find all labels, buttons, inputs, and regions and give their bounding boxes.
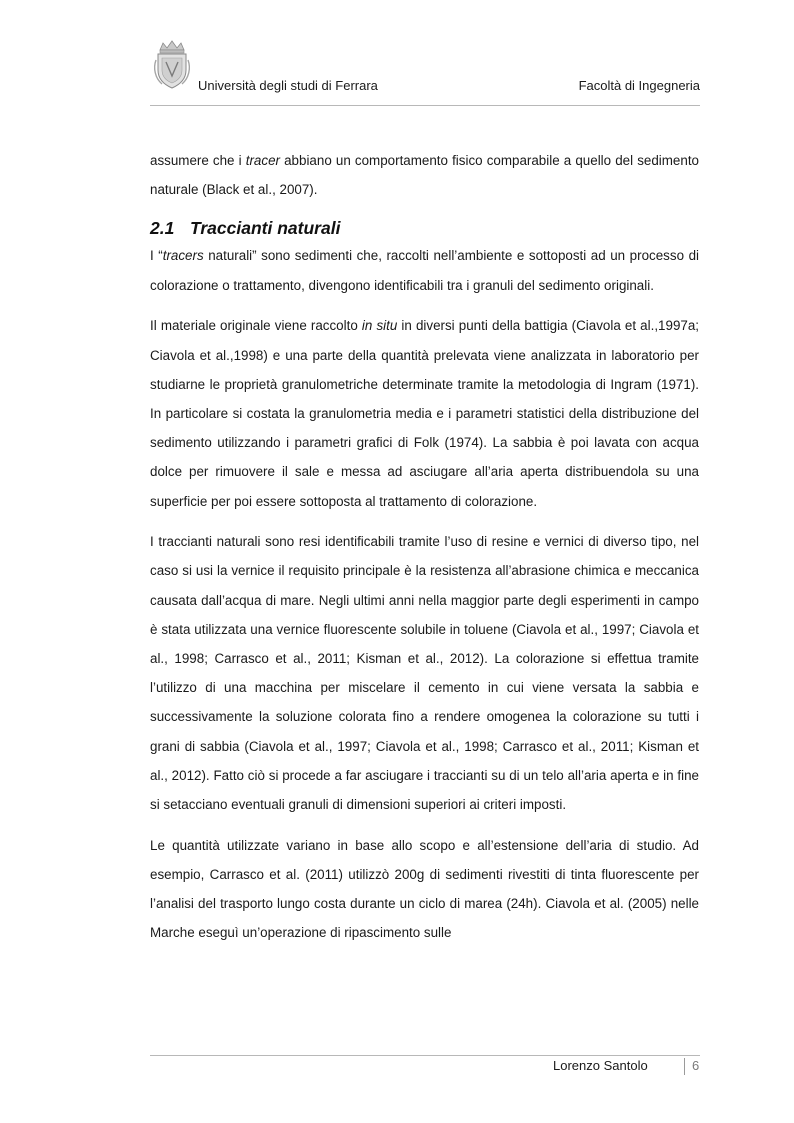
page-number: 6 — [692, 1058, 700, 1073]
paragraph-1-text-2: naturali” sono sedimenti che, raccolti nell’ambiente e sottoposti ad un processo di colorazione o trattamento, divengono identificabili tra i granuli del sedimento originali. — [150, 248, 699, 293]
page-header — [150, 38, 700, 106]
paragraph-1-emphasis: tracers — [162, 248, 204, 264]
university-name: Università degli studi di Ferrara — [198, 78, 378, 93]
footer-author: Lorenzo Santolo — [553, 1058, 648, 1073]
section-heading — [150, 215, 699, 241]
section-title: Traccianti naturali — [190, 218, 341, 239]
faculty-name: Facoltà di Ingegneria — [578, 78, 700, 93]
footer-separator — [684, 1058, 685, 1075]
paragraph-4: Le quantità utilizzate variano in base allo scopo e all’estensione dell’aria di studio. Ad esempio, Carrasco et al. (2011) utilizzò 200g di sedimenti rivestiti di tinta fluorescente per l’analisi del trasporto lungo costa durante un ciclo di marea (24h). Ciavola et al. (2005) nelle Marche eseguì un’operazione di ripascimento sulle — [150, 837, 699, 941]
paragraph-2-text-1: Il materiale originale viene raccolto — [150, 318, 362, 334]
paragraph-1 — [150, 241, 699, 299]
paragraph-intro-emphasis: tracer — [245, 153, 280, 168]
paragraph-intro-text-1: assumere che i — [150, 153, 246, 168]
university-crest-icon — [152, 40, 192, 90]
paragraph-intro — [150, 146, 699, 204]
paragraph-2 — [150, 311, 699, 515]
paragraph-2-text-2: in diversi punti della battigia (Ciavola et al.,1997a; Ciavola et al.,1998) e una parte della quantità prelevata viene analizzata in laboratorio per studiarne le proprietà granulometriche determinate tramite la metodologia di Ingram (1971). In particolare si costata la granulometria media e i parametri statistici della distribuzione del sedimento utilizzando i parametri grafici di Folk (1974). La sabbia è poi lavata con acqua dolce per rimuovere il sale e messa ad asciugare all’aria aperta distribuendola su una superficie per poi essere sottoposta al trattamento di colorazione. — [150, 318, 700, 509]
header-divider — [150, 105, 700, 106]
section-number: 2.1 — [150, 218, 175, 239]
page-body — [150, 146, 699, 948]
paragraph-1-text-1: I “ — [150, 248, 163, 264]
paragraph-intro-text-2: abbiano un comportamento fisico comparabile a quello del sedimento naturale (Black et al., 2007). — [150, 153, 699, 198]
footer-divider — [150, 1055, 700, 1056]
paragraph-3: I traccianti naturali sono resi identificabili tramite l’uso di resine e vernici di diverso tipo, nel caso si usi la vernice il requisito principale è la resistenza all’abrasione chimica e meccanica causata dall’acqua di mare. Negli ultimi anni nella maggior parte degli esperimenti in campo è stata utilizzata una vernice fluorescente solubile in toluene (Ciavola et al., 1997; Ciavola et al., 1998; Carrasco et al., 2011; Kisman et al., 2012). La colorazione si effettua tramite l’utilizzo di una macchina per miscelare il cemento in cui viene versata la sabbia e successivamente la soluzione colorata fino a rendere omogenea la colorazione su tutti i grani di sabbia (Ciavola et al., 1997; Ciavola et al., 1998; Carrasco et al., 2011; Kisman et al., 2012). Fatto ciò si procede a far asciugare i traccianti su di un telo all’aria aperta e in fine si setacciano eventuali granuli di dimensioni superiori ai criteri imposti. — [150, 534, 699, 813]
paragraph-2-emphasis: in situ — [361, 318, 398, 334]
